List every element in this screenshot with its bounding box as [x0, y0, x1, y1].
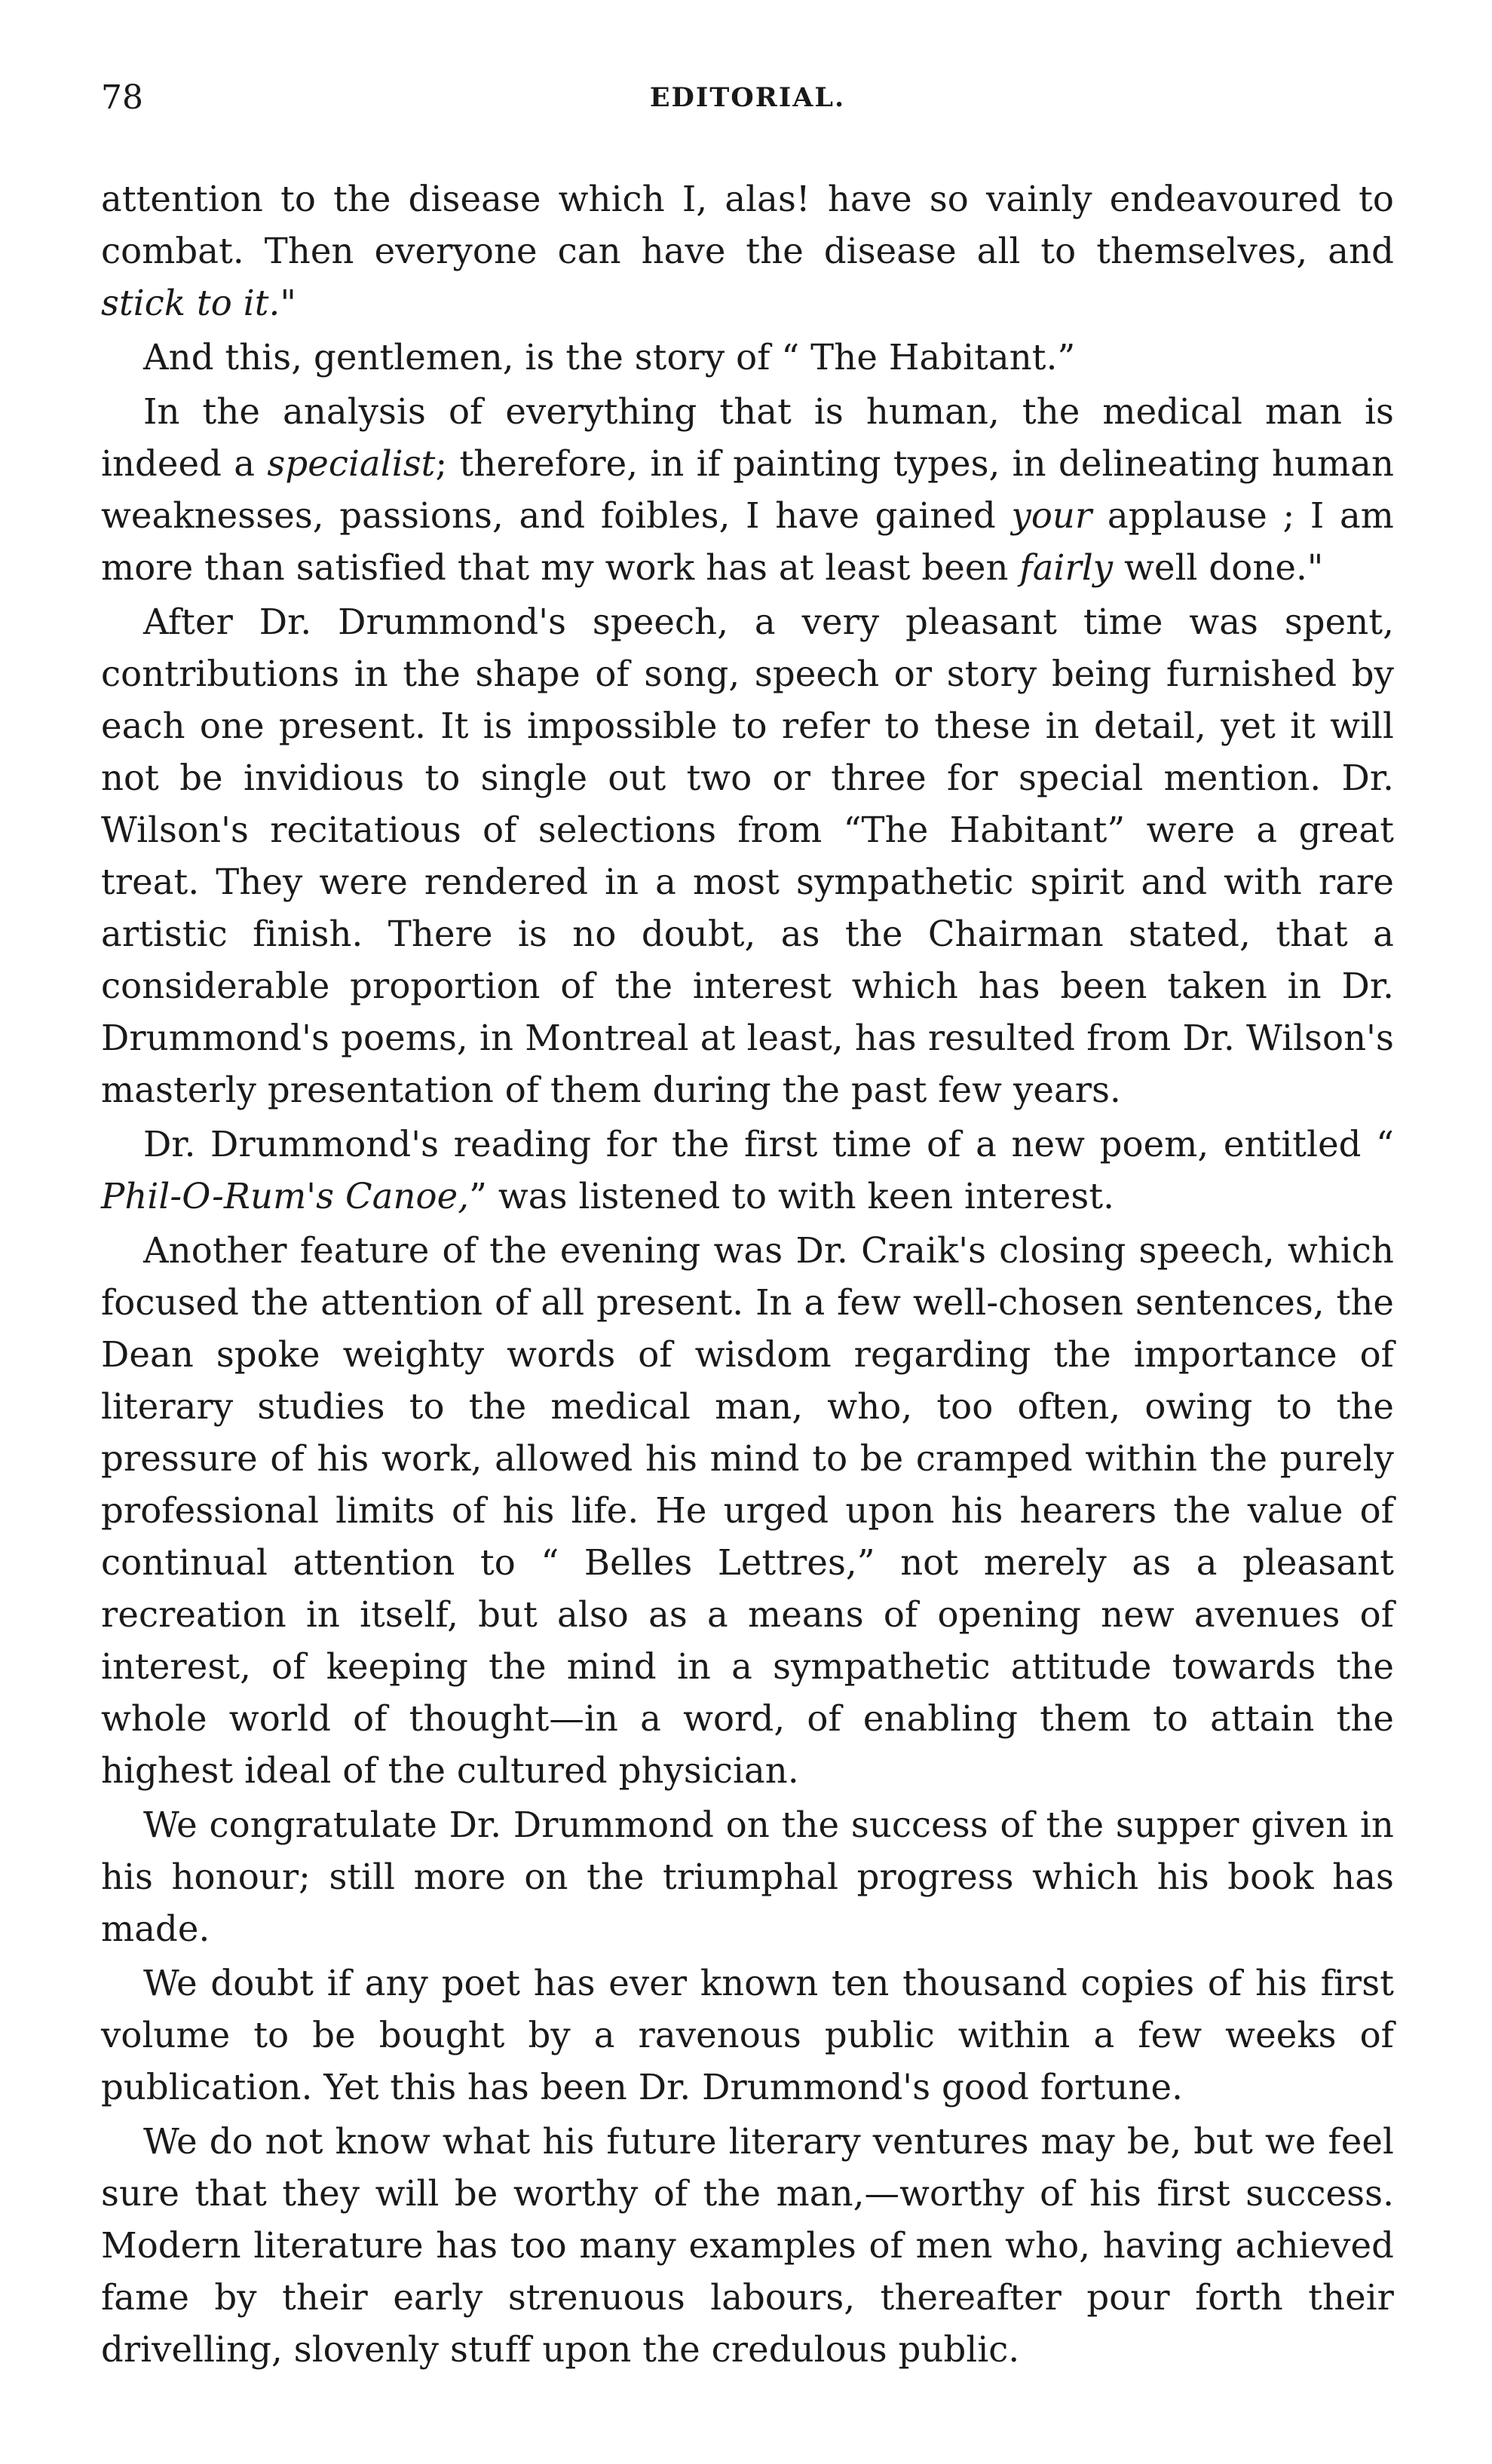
- italic-text: stick to it.: [101, 283, 280, 323]
- paragraph: [101, 173, 1394, 329]
- text-run: After Dr. Drummond's speech, a very pleasant time was spent, contributions in the shape of song, speech or story being furnished by each one present. It is impossible to refer to these in detail, yet it will not be invidious to single out two or three for special mention. Dr. Wilson's recitatious of selections from “The Habitant” were a great treat. They were rendered in a most sympathetic spirit and with rare artistic finish. There is no doubt, as the Chairman stated, that a considerable proportion of the interest which has been taken in Dr. Drummond's poems, in Montreal at least, has resulted from Dr. Wilson's masterly presentation of them during the past few years.: [101, 601, 1394, 1110]
- running-head: [101, 75, 1394, 121]
- text-run: well done.": [1113, 547, 1324, 588]
- text-run: And this, gentlemen, is the story of “ The Habitant.”: [143, 337, 1076, 378]
- text-run: In the analysis of everything that is human, the medical man is indeed a: [101, 391, 1394, 484]
- header-title: EDITORIAL.: [649, 82, 846, 113]
- text-run: ; therefore, in if painting types, in delineating human weaknesses, passions, and foibles, I have gained: [101, 443, 1395, 536]
- text-run: Another feature of the evening was Dr. Craik's closing speech, which focused the attention of all present. In a few well-chosen sentences, the Dean spoke weighty words of wisdom regarding the importance of literary studies to the medical man, who, too often, owing to the pressure of his work, allowed his mind to be cramped within the purely professional limits of his life. He urged upon his hearers the value of continual attention to “ Belles Lettres,” not merely as a pleasant recreation in itself, but also as a means of opening new avenues of interest, of keeping the mind in a sympathetic attitude towards the whole world of thought—in a word, of enabling them to attain the highest ideal of the cultured physician.: [101, 1230, 1394, 1791]
- paragraph: [101, 1957, 1394, 2114]
- text-run: We doubt if any poet has ever known ten thousand copies of his first volume to be bought by a ravenous public within a few weeks of publication. Yet this has been Dr. Drummond's good fortune.: [101, 1963, 1394, 2107]
- page-number: 78: [101, 78, 143, 117]
- paragraph: [101, 596, 1394, 1116]
- text-run: We congratulate Dr. Drummond on the success of the supper given in his honour; still more on the triumphal progress which his book has made.: [101, 1804, 1394, 1949]
- paragraph: [101, 1799, 1394, 1955]
- italic-text: fairly: [1019, 547, 1114, 588]
- paragraph: [101, 1119, 1394, 1223]
- paragraph: [101, 386, 1394, 594]
- paragraph: [101, 1225, 1394, 1797]
- text-run: applause ; I am more than satisfied that my work has at least been: [101, 495, 1394, 588]
- article-body: [101, 173, 1394, 2376]
- paragraph: [101, 332, 1394, 384]
- paragraph: [101, 2116, 1394, 2376]
- text-run: attention to the disease which I, alas! have so vainly endeavoured to combat. Then everyone can have the disease all to themselves, and: [101, 179, 1394, 271]
- text-run: ": [280, 283, 296, 323]
- italic-text: your: [1011, 495, 1092, 536]
- italic-text: specialist: [267, 443, 436, 484]
- text-run: ” was listened to with keen interest.: [469, 1176, 1115, 1217]
- text-run: We do not know what his future literary ventures may be, but we feel sure that they will be worthy of the man,—worthy of his first success. Modern literature has too many examples of men who, having achieved fame by their early strenuous labours, thereafter pour forth their drivelling, slovenly stuff upon the credulous public.: [101, 2121, 1394, 2370]
- italic-text: Phil-O-Rum's Canoe,: [101, 1176, 470, 1217]
- text-run: Dr. Drummond's reading for the first time of a new poem, entitled “: [143, 1124, 1394, 1165]
